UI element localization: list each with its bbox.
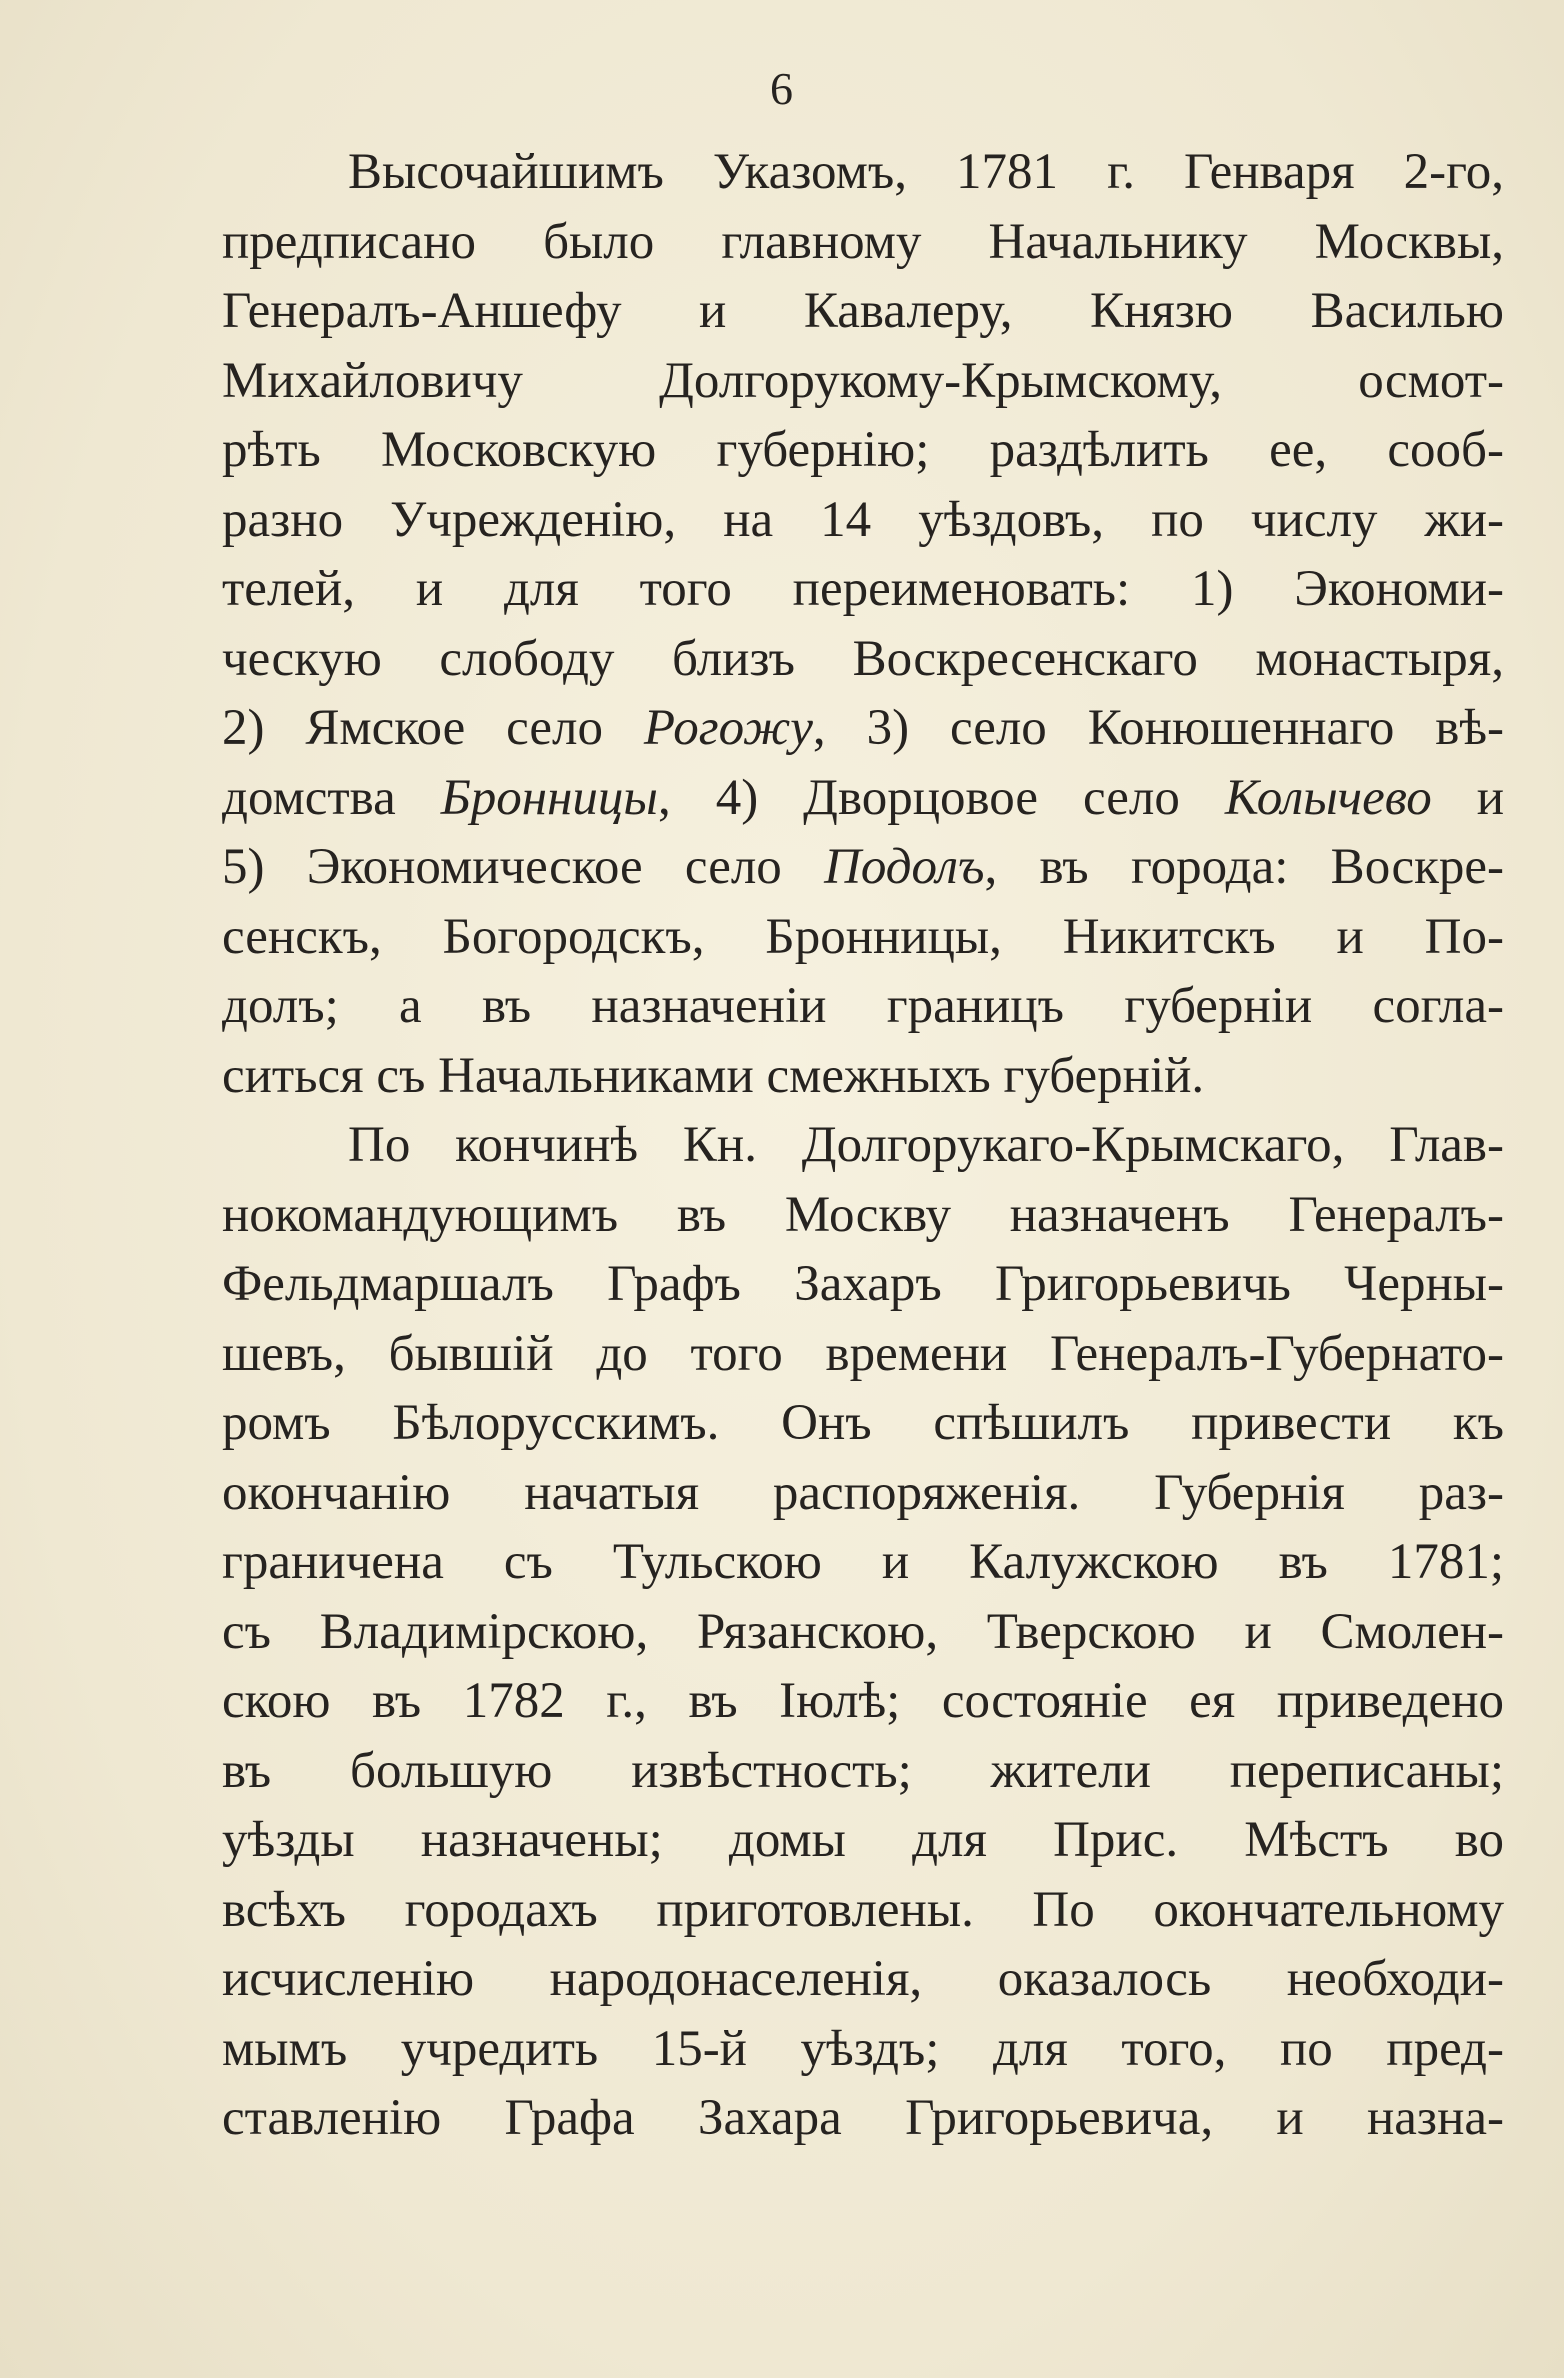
text-line: ситься съ Начальниками смежныхъ губерній. [222, 1047, 1205, 1104]
page-number: 6 [770, 63, 794, 114]
text-line: ромъ Бѣлорусскимъ. Онъ спѣшилъ привести къ [222, 1395, 1504, 1451]
text-line: Михайловичу Долгорукому-Крымскому, осмот- [222, 352, 1504, 409]
text-line: предписано было главному Начальнику Москвы, [222, 213, 1504, 270]
text-line: Фельдмаршалъ Графъ Захаръ Григорьевичь Черны- [222, 1256, 1504, 1312]
body-text [222, 138, 1504, 2154]
text-line: нокомандующимъ въ Москву назначенъ Генералъ- [222, 1186, 1504, 1243]
text-line: окончанію начатыя распоряженія. Губернія раз- [222, 1464, 1504, 1521]
text-line: ческую слободу близъ Воскресенскаго монастыря, [222, 630, 1504, 687]
text-line: Высочайшимъ Указомъ, 1781 г. Генваря 2-го, [348, 144, 1504, 200]
text-line [222, 764, 1504, 834]
text-line: сенскъ, Богородскъ, Бронницы, Никитскъ и По- [222, 908, 1504, 965]
text-line: разно Учрежденію, на 14 уѣздовъ, по числу жи- [222, 491, 1504, 548]
text-line: граничена съ Тульскою и Калужскою въ 1781; [222, 1534, 1504, 1590]
text-line: въ большую извѣстность; жители переписаны; [222, 1742, 1504, 1799]
text-line: всѣхъ городахъ приготовлены. По окончательному [222, 1881, 1504, 1938]
text-fragment: и [1431, 769, 1504, 826]
paragraph-2 [222, 1111, 1504, 2154]
italic-place-name: Бронницы [440, 769, 658, 826]
text-line: долъ; а въ назначеніи границъ губерніи согла- [222, 978, 1504, 1034]
text-fragment: , 4) Дворцовое село [657, 769, 1225, 826]
text-line: телей, и для того переименовать: 1) Экономи- [222, 561, 1504, 617]
text-line [222, 833, 1504, 903]
text-fragment: домства [222, 769, 441, 826]
text-line: скою въ 1782 г., въ Іюлѣ; состояніе ея приведено [222, 1673, 1504, 1729]
text-line: Генералъ-Аншефу и Кавалеру, Князю Василью [222, 283, 1504, 339]
italic-place-name: Колычево [1224, 769, 1432, 826]
text-line: ставленію Графа Захара Григорьевича, и назна- [222, 2090, 1504, 2146]
text-line [222, 694, 1504, 764]
text-line: рѣть Московскую губернію; раздѣлить ее, сооб- [222, 422, 1504, 478]
italic-place-name: Подолъ [824, 839, 985, 895]
text-fragment: , 3) село Конюшеннаго вѣ- [812, 700, 1504, 756]
text-fragment: 5) Экономическое село [222, 839, 825, 895]
paragraph-1 [222, 138, 1504, 1111]
text-fragment: 2) Ямское село [222, 700, 644, 756]
text-line: уѣзды назначены; домы для Прис. Мѣстъ во [222, 1812, 1504, 1868]
text-line: По кончинѣ Кн. Долгорукаго-Крымскаго, Глав- [348, 1117, 1504, 1173]
text-line: шевъ, бывшій до того времени Генералъ-Губернато- [222, 1325, 1504, 1382]
italic-place-name: Рогожу [643, 700, 813, 756]
text-line: исчисленію народонаселенія, оказалось необходи- [222, 1951, 1504, 2007]
text-line: съ Владимірскою, Рязанскою, Тверскою и Смолен- [222, 1603, 1504, 1660]
text-line: мымъ учредить 15-й уѣздъ; для того, по пред- [222, 2020, 1504, 2077]
text-fragment: , въ города: Воскре- [984, 839, 1504, 895]
